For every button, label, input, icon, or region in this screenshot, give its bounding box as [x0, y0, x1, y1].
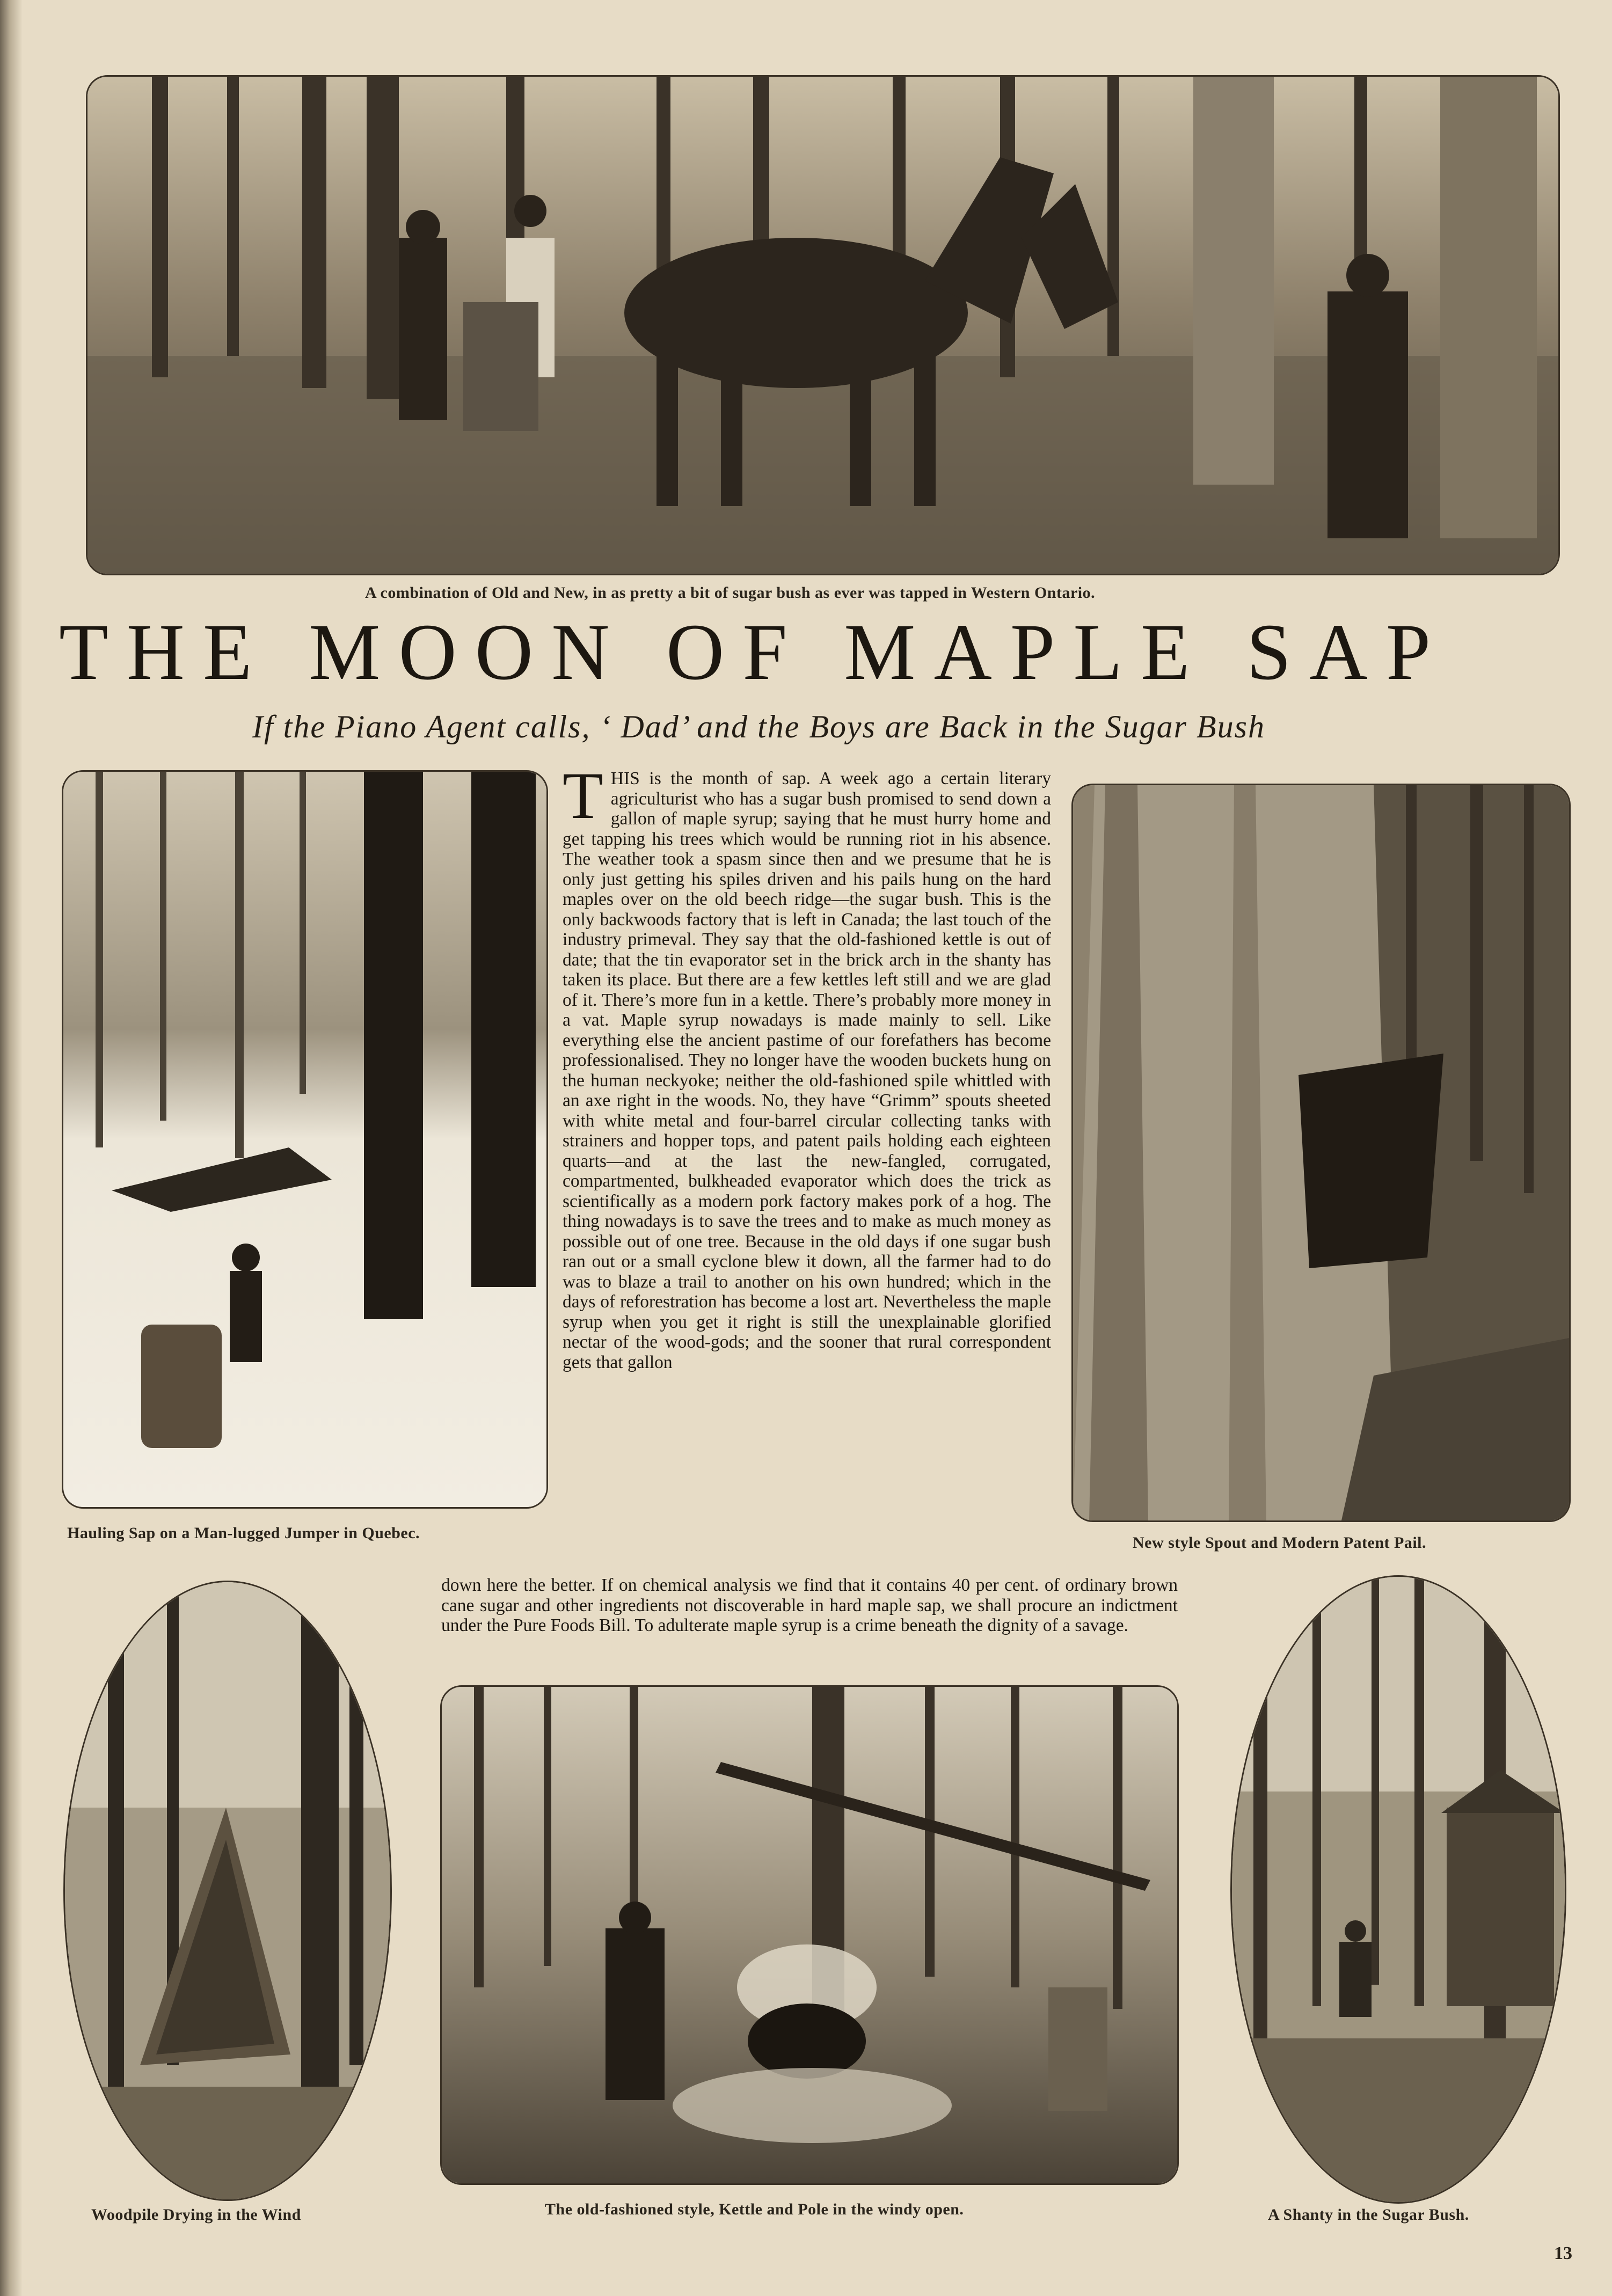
- drop-cap: T: [563, 759, 603, 832]
- caption-bottom-center: The old-fashioned style, Kettle and Pole in the windy open.: [545, 2200, 964, 2218]
- caption-right: New style Spout and Modern Patent Pail.: [1133, 1534, 1426, 1552]
- photo-horses-sugar-bush: [86, 75, 1560, 575]
- article-body-continued: down here the better. If on chemical analysis we find that it contains 40 per cent. of ordinary brown cane sugar and other ingredients not discoverable in hard maple sap, we shall procure an indictment under the Pure Foods Bill. To adulterate maple syrup is a crime beneath the dignity of a savage.: [441, 1575, 1178, 1635]
- photo-kettle-and-pole: [440, 1685, 1179, 2185]
- photo-hauling-sap: [62, 770, 548, 1509]
- page-binding-shadow: [0, 0, 23, 2296]
- article-body-first: HIS is the month of sap. A week ago a certain literary agriculturist who has a sugar bush promised to send down a gallon of maple syrup; saying that he must hurry home and get tapping his trees which would be running riot in his absence. The weather took a spasm since then and we presume that he is only just getting his spiles driven and his pails hung on the hard maples over on the old beech ridge—the sugar bush. This is the only backwoods factory that is left in Canada; the last touch of the industry primeval. They say that the old-fashioned kettle is out of date; that the tin evaporator set in the brick arch in the shanty has taken its place. But there are a few kettles left still and we are glad of it. There’s more fun in a kettle. There’s probably more money in a vat. Maple syrup nowadays is made mainly to sell. Like everything else the ancient pastime of our forefathers has become professionalised. They no longer have the wooden buckets hung on the human neckyoke; neither the old-fashioned spile whittled with an axe right in the woods. No, they have “Grimm” spouts sheeted with white metal and four-barrel circular collecting tanks with strainers and hopper tops, and patent pails holding each eighteen quarts—and at the last the new-fangled, corrugated, compartmented, bulkheaded evaporator which does the trick as scientifically as a modern pork factory makes pork of a hog. The thing nowadays is to save the trees and to make as much money as possible out of one tree. Because in the old days if one sugar bush ran out or a small cyclone blew it down, all the farmer had to do was to blaze a trail to another on his own hundred; which in the days of reforestration has become a lost art. Nevertheless the maple syrup when you get it right is still the unexplainable glorified nectar of the wood-gods; and the sooner that rural correspondent gets that gallon: [563, 769, 1051, 1372]
- caption-bottom-right: A Shanty in the Sugar Bush.: [1268, 2206, 1469, 2224]
- photo-spout-and-pail: [1071, 784, 1571, 1522]
- caption-top: A combination of Old and New, in as pretty a bit of sugar bush as ever was tapped in Western Ontario.: [365, 584, 1096, 602]
- photo-shanty: [1230, 1575, 1566, 2204]
- page-number: 13: [1554, 2243, 1572, 2263]
- article-subtitle: If the Piano Agent calls, ‘ Dad’ and the Boys are Back in the Sugar Bush: [252, 709, 1266, 744]
- caption-bottom-left: Woodpile Drying in the Wind: [91, 2206, 301, 2224]
- article-body-column: [563, 759, 1051, 1568]
- photo-woodpile: [63, 1581, 392, 2201]
- article-title: THE MOON OF MAPLE SAP: [59, 608, 1449, 697]
- caption-left: Hauling Sap on a Man-lugged Jumper in Quebec.: [67, 1524, 420, 1542]
